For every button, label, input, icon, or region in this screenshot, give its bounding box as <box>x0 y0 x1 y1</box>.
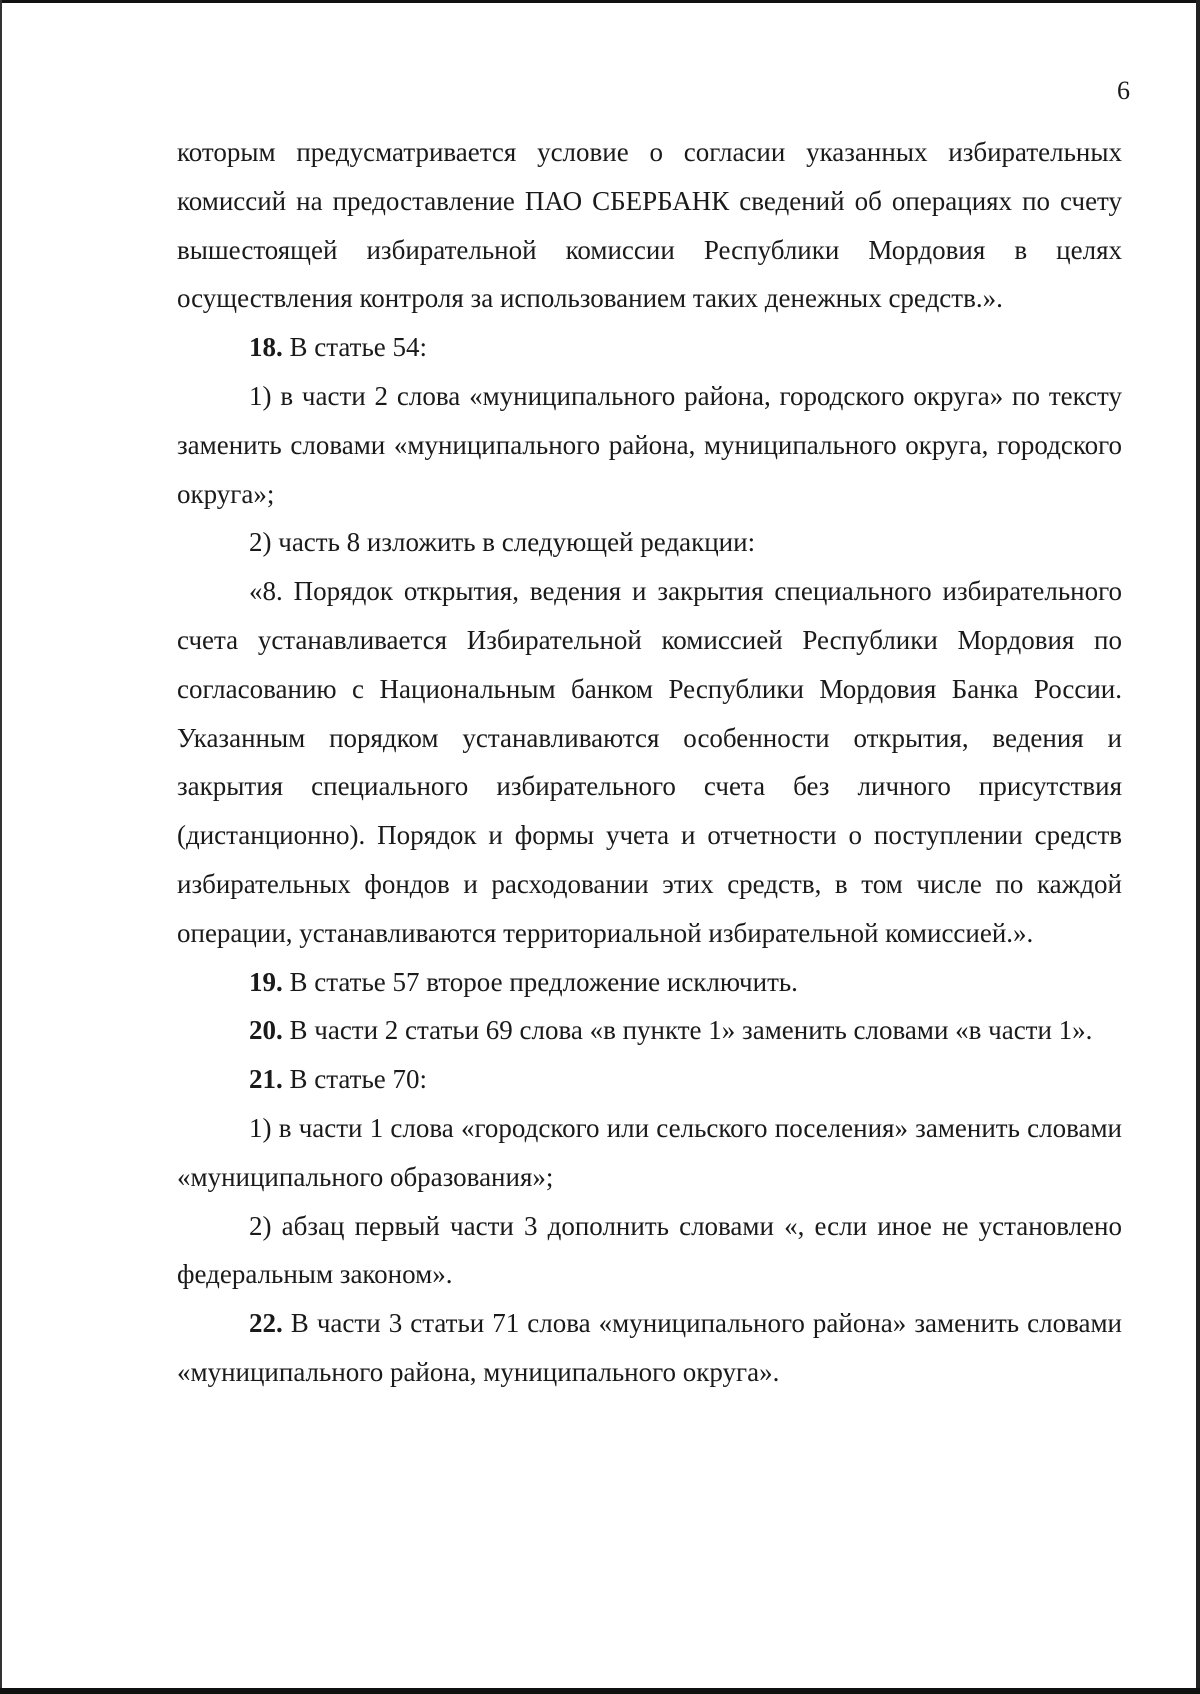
paragraph-text: В статье 70: <box>282 1064 428 1095</box>
scan-edge-right <box>1196 0 1200 1694</box>
paragraph-quoted-part-8 <box>177 567 1122 957</box>
paragraph-text: 2) часть 8 изложить в следующей редакции: <box>249 527 756 558</box>
paragraph-text: 2) абзац первый части 3 дополнить словами «, если иное не установлено федеральным законом». <box>177 1210 1122 1290</box>
paragraph-text: 1) в части 2 слова «муниципального района, городского округа» по тексту заменить словами «муниципального района, муниципального округа, городского округа»; <box>177 380 1122 509</box>
paragraph-text: В статье 54: <box>282 332 428 363</box>
paragraph-subitem-1 <box>177 1104 1122 1202</box>
scan-edge-left <box>0 0 2 1694</box>
paragraph-subitem-1 <box>177 372 1122 518</box>
scan-edge-bottom <box>0 1688 1200 1694</box>
paragraph-continuation <box>177 128 1122 323</box>
paragraph-item-18 <box>177 323 1122 372</box>
paragraph-text: В статье 57 второе предложение исключить. <box>282 966 798 997</box>
item-number: 22. <box>249 1308 283 1339</box>
paragraph-text: В части 2 статьи 69 слова «в пункте 1» заменить словами «в части 1». <box>282 1015 1093 1046</box>
item-number: 21. <box>249 1064 283 1095</box>
paragraph-subitem-2 <box>177 518 1122 567</box>
paragraph-item-21 <box>177 1055 1122 1104</box>
paragraph-text: В части 3 статьи 71 слова «муниципального района» заменить словами «муниципального района, муниципального округа». <box>177 1308 1122 1387</box>
document-body <box>177 128 1122 1397</box>
paragraph-subitem-2 <box>177 1202 1122 1300</box>
item-number: 20. <box>249 1015 283 1046</box>
paragraph-text: 1) в части 1 слова «городского или сельского поселения» заменить словами «муниципального образования»; <box>177 1112 1122 1192</box>
scan-edge-top <box>0 0 1200 3</box>
page-number: 6 <box>1117 76 1130 105</box>
paragraph-item-20 <box>177 1006 1122 1055</box>
item-number: 19. <box>249 966 283 997</box>
paragraph-text: которым предусматривается условие о согласии указанных избирательных комиссий на предоставление ПАО СБЕРБАНК сведений об операциях по счету вышестоящей избирательной комиссии Республики Мордовия в целях осуществления контроля за использованием таких денежных средств.». <box>177 137 1122 314</box>
paragraph-text: «8. Порядок открытия, ведения и закрытия специального избирательного счета устанавливается Избирательной комиссией Республики Мордовия по согласованию с Национальным банком Республики Мордовия Банка России. Указанным порядком устанавливаются особенности открытия, ведения и закрытия специального избирательного счета без личного присутствия (дистанционно). Порядок и формы учета и отчетности о поступлении средств избирательных фондов и расходовании этих средств, в том числе по каждой операции, устанавливаются территориальной избирательной комиссией.». <box>177 576 1122 948</box>
paragraph-item-19 <box>177 958 1122 1007</box>
paragraph-item-22 <box>177 1299 1122 1397</box>
item-number: 18. <box>249 332 283 363</box>
